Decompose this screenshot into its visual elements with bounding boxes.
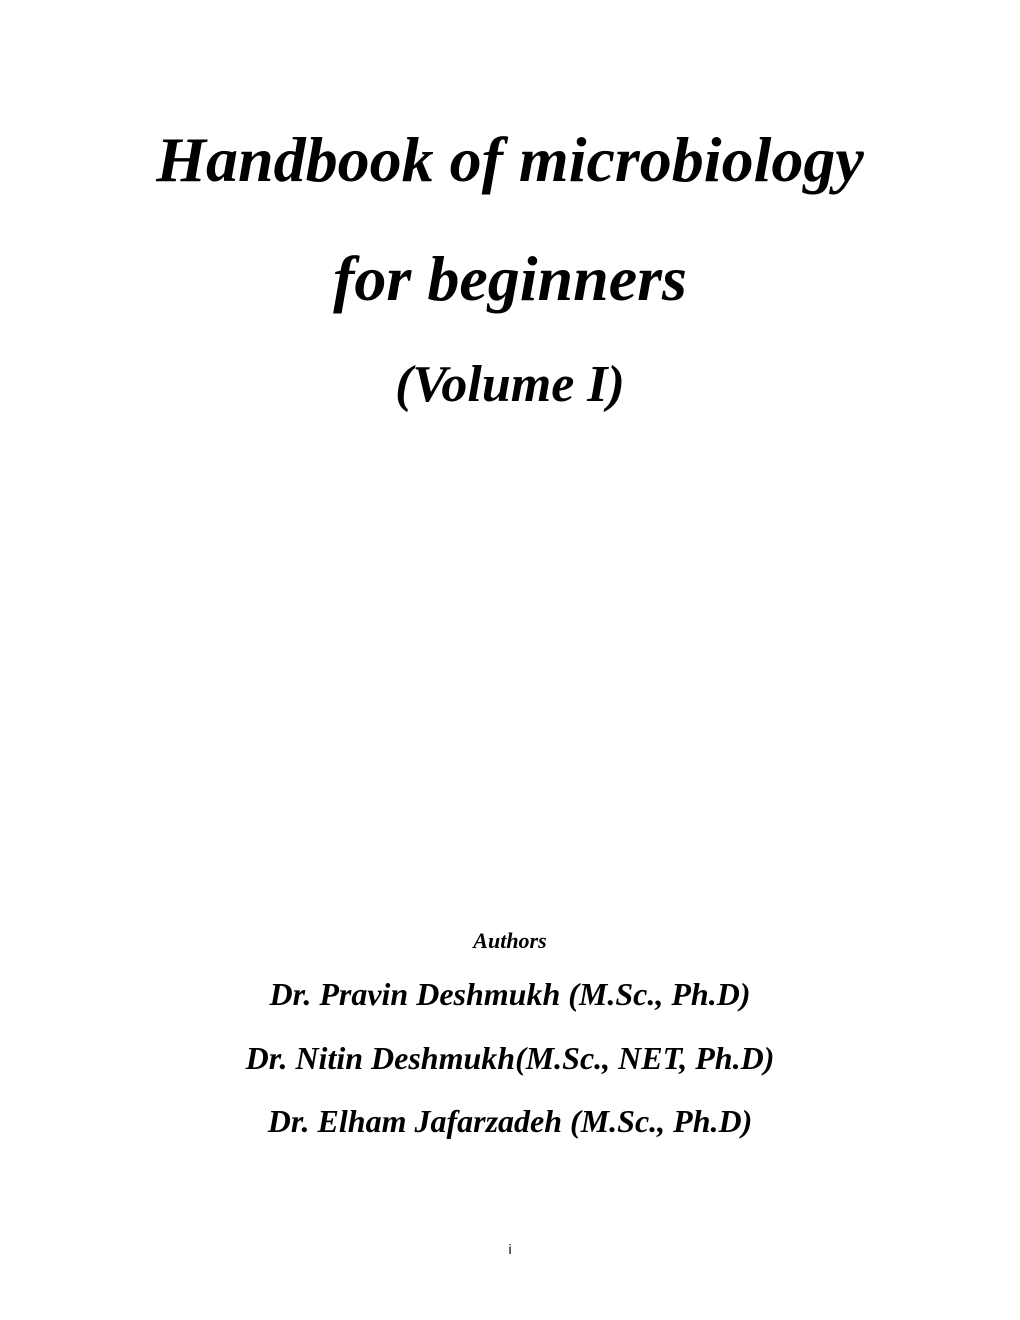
- authors-heading: Authors: [473, 928, 547, 953]
- volume-label: (Volume I): [395, 356, 625, 413]
- author-name: Dr. Pravin Deshmukh (M.Sc., Ph.D): [269, 976, 751, 1012]
- author-name: Dr. Elham Jafarzadeh (M.Sc., Ph.D): [267, 1103, 753, 1139]
- book-title-line-1: Handbook of microbiology: [156, 124, 864, 195]
- page-number: i: [508, 1241, 512, 1257]
- book-title-line-2: for beginners: [333, 243, 687, 314]
- author-name: Dr. Nitin Deshmukh(M.Sc., NET, Ph.D): [245, 1040, 775, 1076]
